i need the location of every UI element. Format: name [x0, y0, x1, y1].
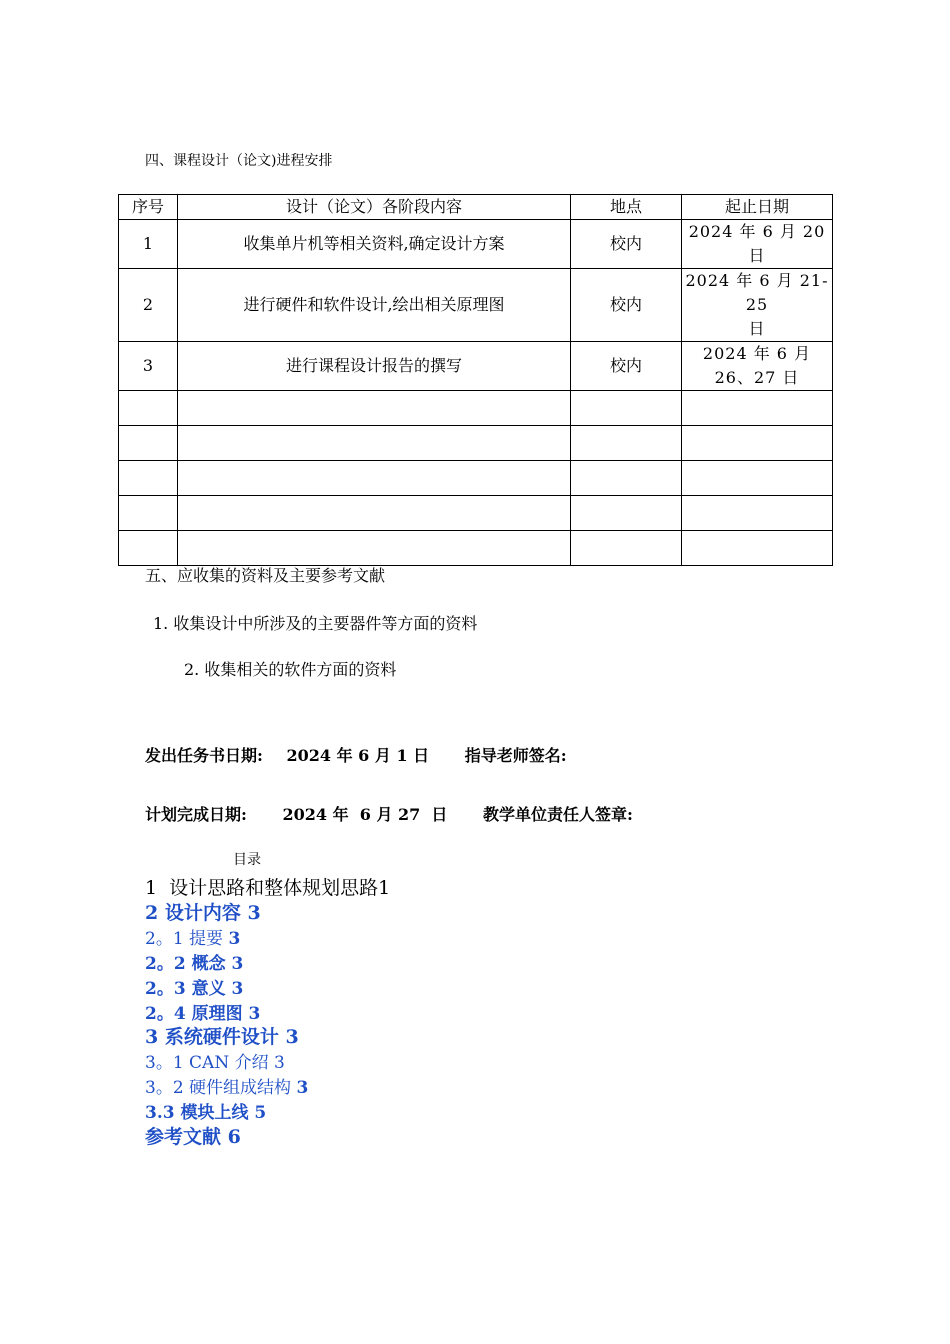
table-row [119, 342, 833, 391]
table-row-empty [119, 531, 833, 566]
unit-signature-label: 教学单位责任人签章: [483, 805, 633, 824]
row-content: 收集单片机等相关资料,确定设计方案 [178, 220, 571, 269]
row-no: 3 [119, 342, 178, 391]
issue-date: 2024 年 6 月 1 日 [286, 746, 430, 765]
table-row-empty [119, 426, 833, 461]
table-header-row [119, 195, 833, 220]
row-no: 1 [119, 220, 178, 269]
row-date-line1: 2024 年 6 月 [702, 344, 812, 363]
toc-entry[interactable]: 2 设计内容 3 [145, 902, 261, 924]
toc-entry[interactable]: 2。3 意义 3 [145, 979, 244, 999]
toc-entry[interactable]: 2。4 原理图 3 [145, 1004, 261, 1024]
table-row-empty [119, 461, 833, 496]
header-date: 起止日期 [682, 195, 833, 220]
issue-label: 发出任务书日期: [145, 746, 263, 765]
toc-title: 目录 [233, 852, 261, 868]
table-row-empty [119, 496, 833, 531]
toc-entry[interactable]: 3 系统硬件设计 3 [145, 1026, 299, 1048]
section4-title: 四、课程设计（论文)进程安排 [145, 153, 333, 169]
table-row [119, 269, 833, 342]
toc-entry[interactable]: 3。1 CAN 介绍 3 [145, 1053, 285, 1073]
toc-entry[interactable]: 2。2 概念 3 [145, 954, 244, 974]
plan-date-line [145, 802, 633, 825]
issue-date-line [145, 743, 567, 766]
row-place: 校内 [571, 269, 682, 342]
toc-entry[interactable]: 3.3 模块上线 5 [145, 1103, 267, 1123]
row-date-line2: 日 [748, 319, 766, 338]
plan-date: 2024 年 6 月 27 日 [282, 805, 448, 824]
reference-item: 2. 收集相关的软件方面的资料 [184, 660, 397, 679]
table-row [119, 220, 833, 269]
row-date: 2024 年 6 月 20 日 [682, 220, 833, 269]
table-row-empty [119, 391, 833, 426]
row-date-line2: 26、27 日 [714, 368, 800, 387]
schedule-table [118, 194, 833, 566]
toc-entry[interactable]: 3。2 硬件组成结构 3 [145, 1078, 309, 1098]
header-content: 设计（论文）各阶段内容 [178, 195, 571, 220]
header-no: 序号 [119, 195, 178, 220]
toc-entry[interactable]: 参考文献 6 [145, 1126, 241, 1148]
reference-item: 1. 收集设计中所涉及的主要器件等方面的资料 [153, 614, 478, 633]
plan-label: 计划完成日期: [145, 805, 247, 824]
row-place: 校内 [571, 220, 682, 269]
row-date [682, 269, 833, 342]
header-place: 地点 [571, 195, 682, 220]
teacher-signature-label: 指导老师签名: [464, 746, 567, 765]
toc-entry[interactable]: 1 设计思路和整体规划思路1 [145, 877, 391, 899]
row-content: 进行硬件和软件设计,绘出相关原理图 [178, 269, 571, 342]
toc-entry[interactable]: 2。1 提要 3 [145, 929, 241, 949]
row-date-line1: 2024 年 6 月 21-25 [685, 271, 829, 314]
row-no: 2 [119, 269, 178, 342]
row-content: 进行课程设计报告的撰写 [178, 342, 571, 391]
row-date [682, 342, 833, 391]
section5-title: 五、应收集的资料及主要参考文献 [145, 566, 386, 585]
row-place: 校内 [571, 342, 682, 391]
